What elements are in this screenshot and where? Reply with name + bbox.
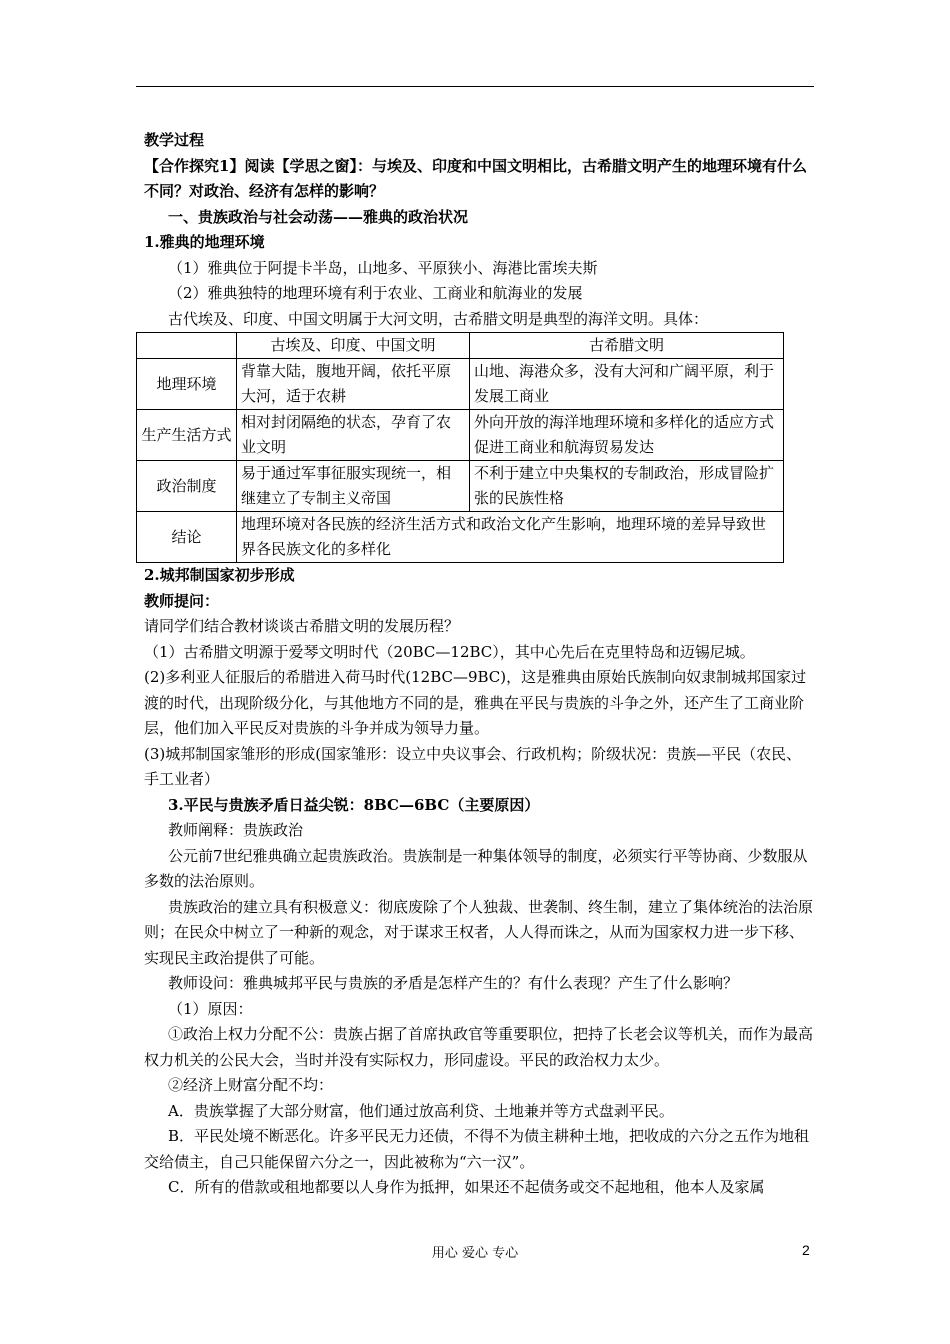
paragraph: 公元前7世纪雅典确立起贵族政治。贵族制是一种集体领导的制度，必须实行平等协商、少数服从多数的法治原则。 <box>144 846 808 890</box>
paragraph: 教师设问：雅典城邦平民与贵族的矛盾是怎样产生的？有什么表现？产生了什么影响？ <box>168 974 739 992</box>
task-paragraph: 【合作探究1】阅读【学思之窗】：与埃及、印度和中国文明相比，古希腊文明产生的地理环境有什么不同？对政治、经济有怎样的影响？ <box>144 156 807 200</box>
row-label: 结论 <box>137 512 237 563</box>
subheading: 2.城邦制国家初步形成 <box>144 566 295 584</box>
table-row <box>137 461 784 512</box>
teacher-label: 教师提问： <box>144 591 220 610</box>
table-cell: 背靠大陆，腹地开阔，依托平原大河，适于农耕 <box>237 359 470 410</box>
subheading: 1.雅典的地理环境 <box>144 233 265 251</box>
table-cell: 外向开放的海洋地理环境和多样化的适应方式促进工商业和航海贸易发达 <box>470 410 784 461</box>
table-row <box>137 359 784 410</box>
table-row <box>137 410 784 461</box>
paragraph: （1）雅典位于阿提卡半岛，山地多、平原狭小、海港比雷埃夫斯 <box>168 258 598 277</box>
comparison-table <box>136 332 784 563</box>
paragraph: （1）原因： <box>168 999 253 1018</box>
subheading: 3.平民与贵族矛盾日益尖锐：8BC—6BC（主要原因） <box>168 795 540 814</box>
table-row <box>137 512 784 563</box>
footer-motto: 用心 爱心 专心 <box>431 1246 519 1261</box>
paragraph: 请同学们结合教材谈谈古希腊文明的发展历程？ <box>144 617 460 635</box>
paragraph: 古代埃及、印度、中国文明属于大河文明，古希腊文明是典型的海洋文明。具体： <box>168 309 709 328</box>
table-header-cell: 古埃及、印度、中国文明 <box>237 333 470 359</box>
paragraph: （1）古希腊文明源于爱琴文明时代（20BC—12BC），其中心先后在克里特岛和迈锡尼城。 <box>144 642 755 661</box>
paragraph: (2)多利亚人征服后的希腊进入荷马时代(12BC—9BC)，这是雅典由原始氏族制向奴隶制城邦国家过渡的时代，出现阶级分化，与其他地方不同的是，雅典在平民与贵族的斗争之外，还产生了工商业阶层，他们加入平民反对贵族的斗争并成为领导力量。 <box>144 668 807 737</box>
paragraph: ①政治上权力分配不公：贵族占据了首席执政官等重要职位，把持了长老会议等机关，而作为最高权力机关的公民大会，当时并没有实际权力，形同虚设。平民的政治权力太少。 <box>144 1025 814 1069</box>
table-cell: 不利于建立中央集权的专制政治，形成冒险扩张的民族性格 <box>470 461 784 512</box>
paragraph: A．贵族掌握了大部分财富，他们通过放高利贷、土地兼并等方式盘剥平民。 <box>168 1101 674 1120</box>
table-cell: 易于通过军事征服实现统一，相继建立了专制主义帝国 <box>237 461 470 512</box>
row-label: 生产生活方式 <box>137 410 237 461</box>
row-label: 地理环境 <box>137 359 237 410</box>
paragraph: C．所有的借款或租地都要以人身作为抵押，如果还不起债务或交不起地租，他本人及家属 <box>168 1178 765 1196</box>
paragraph: ②经济上财富分配不均： <box>168 1076 334 1094</box>
paragraph: （2）雅典独特的地理环境有利于农业、工商业和航海业的发展 <box>168 284 583 302</box>
section-heading: 一、贵族政治与社会动荡——雅典的政治状况 <box>168 207 469 226</box>
page-number: 2 <box>802 1242 810 1258</box>
table-header-cell: 古希腊文明 <box>470 333 784 359</box>
row-label: 政治制度 <box>137 461 237 512</box>
section-title: 教学过程 <box>144 131 205 149</box>
table-header-row <box>137 333 784 359</box>
header-rule <box>136 86 814 87</box>
paragraph: 教师阐释：贵族政治 <box>168 821 304 839</box>
table-cell: 地理环境对各民族的经济生活方式和政治文化产生影响，地理环境的差异导致世界各民族文化的多样化 <box>237 512 784 563</box>
paragraph: 贵族政治的建立具有积极意义：彻底废除了个人独裁、世袭制、终生制，建立了集体统治的法治原则；在民众中树立了一种新的观念，对于谋求王权者，人人得而诛之，从而为国家权力进一步下移、实现民主政治提供了可能。 <box>144 897 814 967</box>
table-header-cell <box>137 333 237 359</box>
table-cell: 相对封闭隔绝的状态，孕育了农业文明 <box>237 410 470 461</box>
paragraph: (3)城邦制国家雏形的形成(国家雏形：设立中央议事会、行政机构；阶级状况：贵族—平民（农民、手工业者） <box>144 744 802 788</box>
page-body <box>141 128 814 1201</box>
table-cell: 山地、海港众多，没有大河和广阔平原，利于发展工商业 <box>470 359 784 410</box>
paragraph: B．平民处境不断恶化。许多平民无力还债，不得不为债主耕种土地，把收成的六分之五作为地租交给债主，自己只能保留六分之一，因此被称为“六一汉”。 <box>144 1127 810 1171</box>
